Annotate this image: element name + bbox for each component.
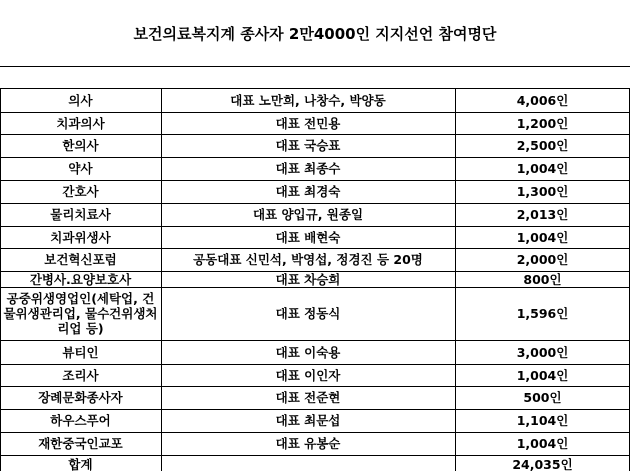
organization-cell: 한의사 xyxy=(62,138,99,153)
organization-cell: 치과의사 xyxy=(56,115,105,131)
representative-cell: 대표 이인자 xyxy=(275,367,341,383)
representative-cell: 대표 이숙용 xyxy=(275,344,341,360)
representative-cell: 대표 유봉순 xyxy=(275,436,341,451)
participant-count-cell: 500인 xyxy=(523,390,562,405)
participant-count-cell: 4,006인 xyxy=(516,92,569,108)
organization-cell: 약사 xyxy=(68,161,93,176)
participant-count-cell: 1,596인 xyxy=(516,306,569,321)
organization-cell: 간병사.요양보호사 xyxy=(29,271,132,287)
organization-cell: 뷰티인 xyxy=(62,344,99,360)
organization-cell: 물리치료사 xyxy=(50,207,111,222)
representative-cell: 대표 전민용 xyxy=(275,115,341,131)
organization-cell: 하우스푸어 xyxy=(50,413,111,428)
representative-cell: 대표 국승표 xyxy=(275,138,341,153)
total-label-cell: 합계 xyxy=(68,456,93,472)
representative-cell: 대표 차승희 xyxy=(275,271,341,287)
participant-count-cell: 1,300인 xyxy=(516,184,569,199)
participant-count-cell: 1,004인 xyxy=(516,229,569,245)
representative-cell: 대표 최종수 xyxy=(275,161,341,176)
participant-count-cell: 1,200인 xyxy=(516,115,569,131)
organization-cell: 공중위생영업인(세탁업, 건물위생관리업, 물수건위생처리업 등) xyxy=(3,291,158,336)
participant-count-cell: 800인 xyxy=(523,271,562,287)
organization-cell: 장례문화종사자 xyxy=(38,390,123,405)
representative-cell: 대표 전준현 xyxy=(275,390,341,405)
organization-cell: 의사 xyxy=(68,92,93,108)
participant-count-cell: 2,500인 xyxy=(516,138,569,153)
representative-cell: 대표 양입규, 원종일 xyxy=(252,207,364,222)
representative-cell: 대표 최문섭 xyxy=(275,413,341,428)
title-area xyxy=(0,0,630,66)
participant-count-cell: 2,000인 xyxy=(516,252,569,267)
participant-count-cell: 3,000인 xyxy=(516,344,569,360)
organization-cell: 보건혁신포럼 xyxy=(44,252,117,267)
organization-cell: 재한중국인교포 xyxy=(38,436,123,451)
participant-count-cell: 1,004인 xyxy=(516,161,569,176)
total-count-cell: 24,035인 xyxy=(512,456,573,472)
representative-cell: 대표 정동식 xyxy=(275,306,341,321)
representative-cell: 공동대표 신민석, 박영섭, 정경진 등 20명 xyxy=(193,252,423,267)
organization-cell: 간호사 xyxy=(62,184,99,199)
representative-cell: 대표 배현숙 xyxy=(275,229,341,245)
participant-count-cell: 1,004인 xyxy=(516,436,569,451)
representative-cell: 대표 노만희, 나창수, 박양동 xyxy=(230,92,386,108)
organization-cell: 조리사 xyxy=(62,367,99,383)
participant-count-cell: 2,013인 xyxy=(516,207,569,222)
participant-count-cell: 1,104인 xyxy=(516,413,569,428)
participant-count-cell: 1,004인 xyxy=(516,367,569,383)
organization-cell: 치과위생사 xyxy=(50,229,111,245)
column-divider xyxy=(0,88,1,471)
page-title: 보건의료복지계 종사자 2만4000인 지지선언 참여명단 xyxy=(133,24,497,43)
row-divider xyxy=(0,66,630,67)
representative-cell: 대표 최경숙 xyxy=(275,184,341,199)
